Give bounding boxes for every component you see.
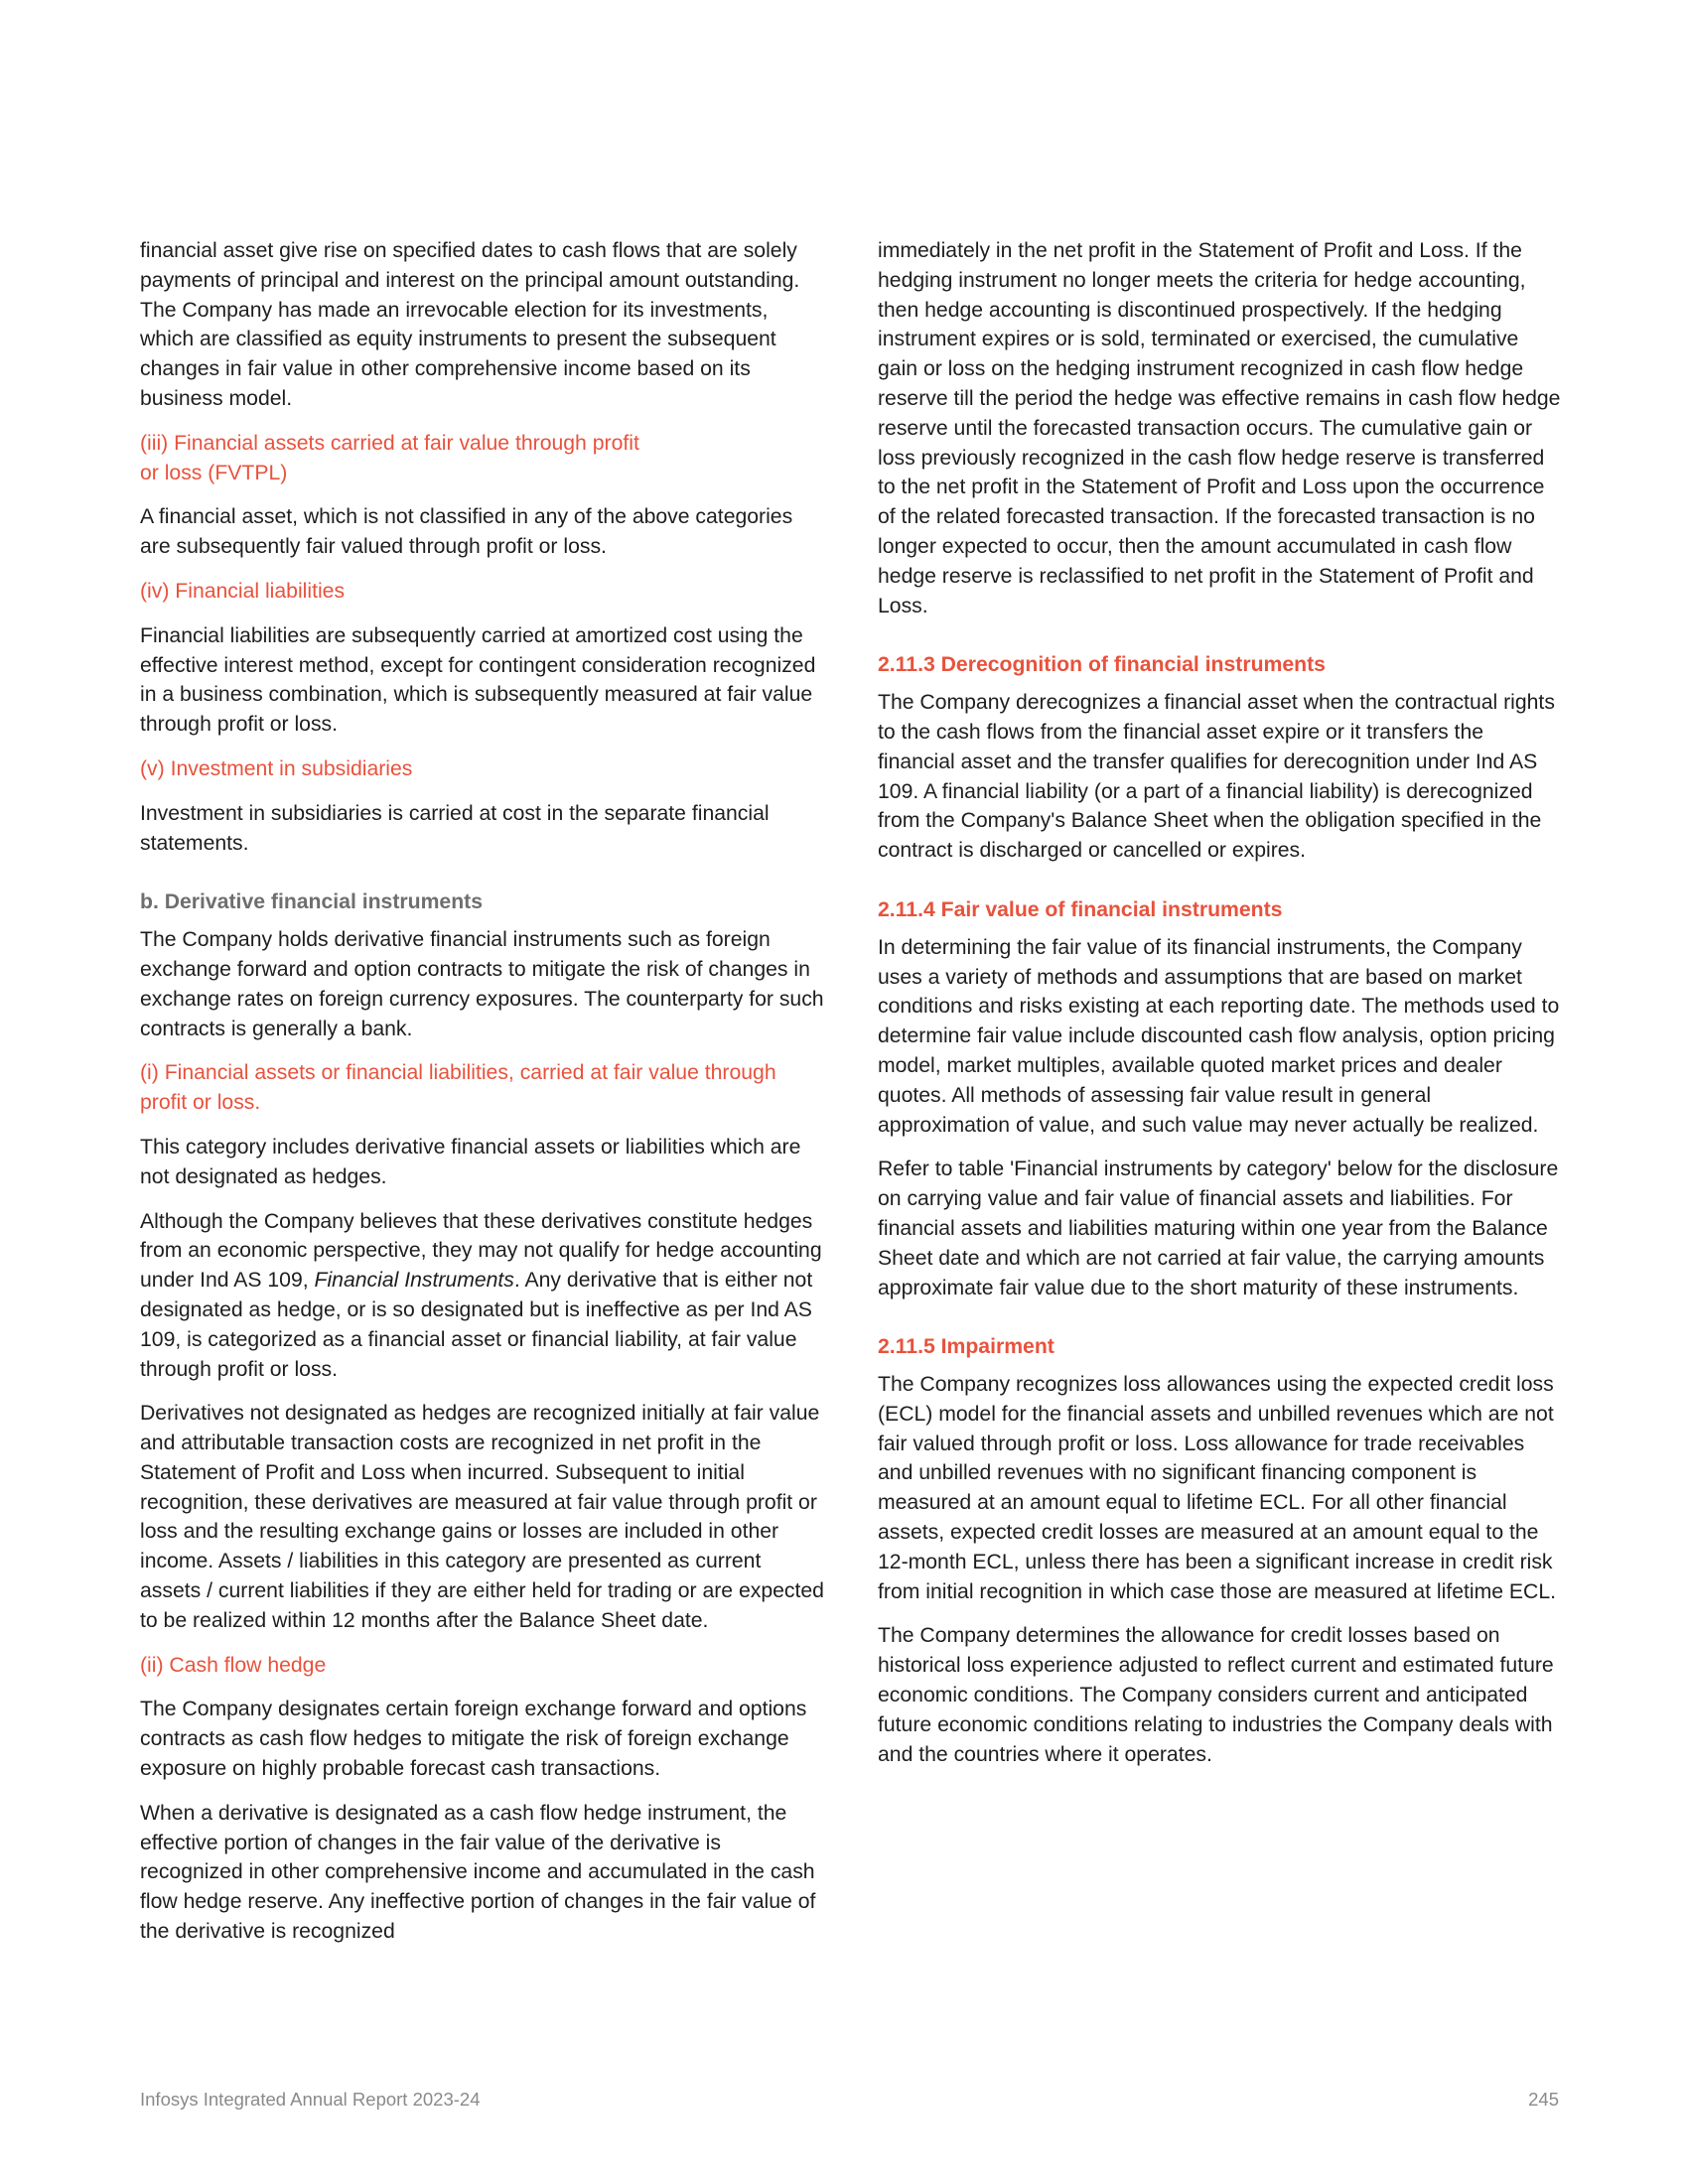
heading-impairment: 2.11.5 Impairment (878, 1335, 1055, 1359)
paragraph: financial asset give rise on specified dates to cash flows that are solely payments of principal and interest on the principal amount outstanding. The Company has made an irrevocable election for its investments, which are classified as equity instruments to present the subsequent changes in fair value in other comprehensive income based on its business model. (140, 239, 800, 410)
paragraph: The Company designates certain foreign exchange forward and options contracts as cash flow hedges to mitigate the risk of foreign exchange exposure on highly probable forecast cash transactions. (140, 1698, 807, 1781)
paragraph: When a derivative is designated as a cash flow hedge instrument, the effective portion of changes in the fair value of the derivative is recognized in other comprehensive income and accumulated in the cash flow hedge reserve. Any ineffective portion of changes in the fair value of the derivative is recognized (140, 1801, 816, 1944)
paragraph-text: . Any derivative that is either not designated as hedge, or is so designated but is ineffective as per Ind AS 109, is categorized as a financial asset or financial liability, at fair value through profit or loss. (140, 1269, 813, 1381)
left-column (140, 236, 825, 1962)
heading-derivative-financial-instruments: b. Derivative financial instruments (140, 890, 483, 914)
heading-derecognition: 2.11.3 Derecognition of financial instruments (878, 653, 1326, 677)
paragraph: The Company determines the allowance for credit losses based on historical loss experience adjusted to reflect current and estimated future economic conditions. The Company considers current and anticipated future economic conditions relating to industries the Company deals with and the countries where it operates. (878, 1624, 1554, 1766)
paragraph: This category includes derivative financial assets or liabilities which are not designated as hedges. (140, 1135, 801, 1188)
footer-report-title: Infosys Integrated Annual Report 2023-24 (140, 2089, 481, 2110)
paragraph: immediately in the net profit in the Statement of Profit and Loss. If the hedging instrument no longer meets the criteria for hedge accounting, then hedge accounting is discontinued prospectively. If the hedging instrument expires or is sold, terminated or exercised, the cumulative gain or loss on the hedging instrument recognized in cash flow hedge reserve till the period the hedge was effective remains in cash flow hedge reserve until the forecasted transaction occurs. The cumulative gain or loss previously recognized in the cash flow hedge reserve is transferred to the net profit in the Statement of Profit and Loss upon the occurrence of the related forecasted transaction. If the forecasted transaction is no longer expected to occur, then the amount accumulated in cash flow hedge reserve is reclassified to net profit in the Statement of Profit and Loss. (878, 239, 1561, 617)
subheading-financial-liabilities: (iv) Financial liabilities (140, 579, 346, 603)
paragraph (140, 1207, 825, 1385)
footer-page-number: 245 (1528, 2089, 1559, 2110)
paragraph: The Company recognizes loss allowances using the expected credit loss (ECL) model for the financial assets and unbilled revenues which are not fair valued through profit or loss. Loss allowance for trade receivables and unbilled revenues with no significant financing component is measured at an amount equal to lifetime ECL. For all other financial assets, expected credit losses are measured at an amount equal to the 12-month ECL, unless there has been a significant increase in credit risk from initial recognition in which case those are measured at lifetime ECL. (878, 1373, 1557, 1603)
paragraph: The Company holds derivative financial instruments such as foreign exchange forward and option contracts to mitigate the risk of changes in exchange rates on foreign currency exposures. The counterparty for such contracts is generally a bank. (140, 928, 824, 1040)
paragraph: In determining the fair value of its financial instruments, the Company uses a variety of methods and assumptions that are based on market conditions and risks existing at each reporting date. The methods used to determine fair value include discounted cash flow analysis, option pricing model, market multiples, available quoted market prices and dealer quotes. All methods of assessing fair value result in general approximation of value, and such value may never actually be realized. (878, 935, 1560, 1137)
subheading-cash-flow-hedge: (ii) Cash flow hedge (140, 1653, 327, 1677)
subheading-fvtpl: (iii) Financial assets carried at fair value through profit or loss (FVTPL) (140, 431, 639, 484)
paragraph: A financial asset, which is not classified in any of the above categories are subsequently fair valued through profit or loss. (140, 505, 793, 559)
paragraph: The Company derecognizes a financial asset when the contractual rights to the cash flows from the financial asset expire or it transfers the financial asset and the transfer qualifies for derecognition under Ind AS 109. A financial liability (or a part of a financial liability) is derecognized from the Company's Balance Sheet when the obligation specified in the contract is discharged or cancelled or expires. (878, 691, 1555, 863)
paragraph: Financial liabilities are subsequently carried at amortized cost using the effective interest method, except for contingent consideration recognized in a business combination, which is subsequently measured at fair value through profit or loss. (140, 623, 816, 737)
paragraph: Refer to table 'Financial instruments by category' below for the disclosure on carrying value and fair value of financial assets and liabilities. For financial assets and liabilities maturing within one year from the Balance Sheet date and which are not carried at fair value, the carrying amounts approximate fair value due to the short maturity of these instruments. (878, 1158, 1559, 1299)
paragraph: Derivatives not designated as hedges are recognized initially at fair value and attributable transaction costs are recognized in net profit in the Statement of Profit and Loss when incurred. Subsequent to initial recognition, these derivatives are measured at fair value through profit or loss and the resulting exchange gains or losses are included in other income. Assets / liabilities in this category are presented as current assets / current liabilities if they are either held for trading or are expected to be realized within 12 months after the Balance Sheet date. (140, 1402, 824, 1632)
paragraph: Investment in subsidiaries is carried at cost in the separate financial statements. (140, 801, 770, 855)
subheading-investment-in-subsidiaries: (v) Investment in subsidiaries (140, 756, 413, 780)
paragraph-text: Although the Company believes that these derivatives constitute hedges from an economic perspective, they may not qualify for hedge accounting under Ind AS 109, (140, 1209, 822, 1293)
right-column (878, 236, 1563, 1784)
heading-fair-value: 2.11.4 Fair value of financial instruments (878, 897, 1283, 921)
subheading-fair-value-through-profit-or-loss: (i) Financial assets or financial liabilities, carried at fair value through profit or loss. (140, 1061, 776, 1115)
italic-term: Financial Instruments (314, 1269, 514, 1293)
